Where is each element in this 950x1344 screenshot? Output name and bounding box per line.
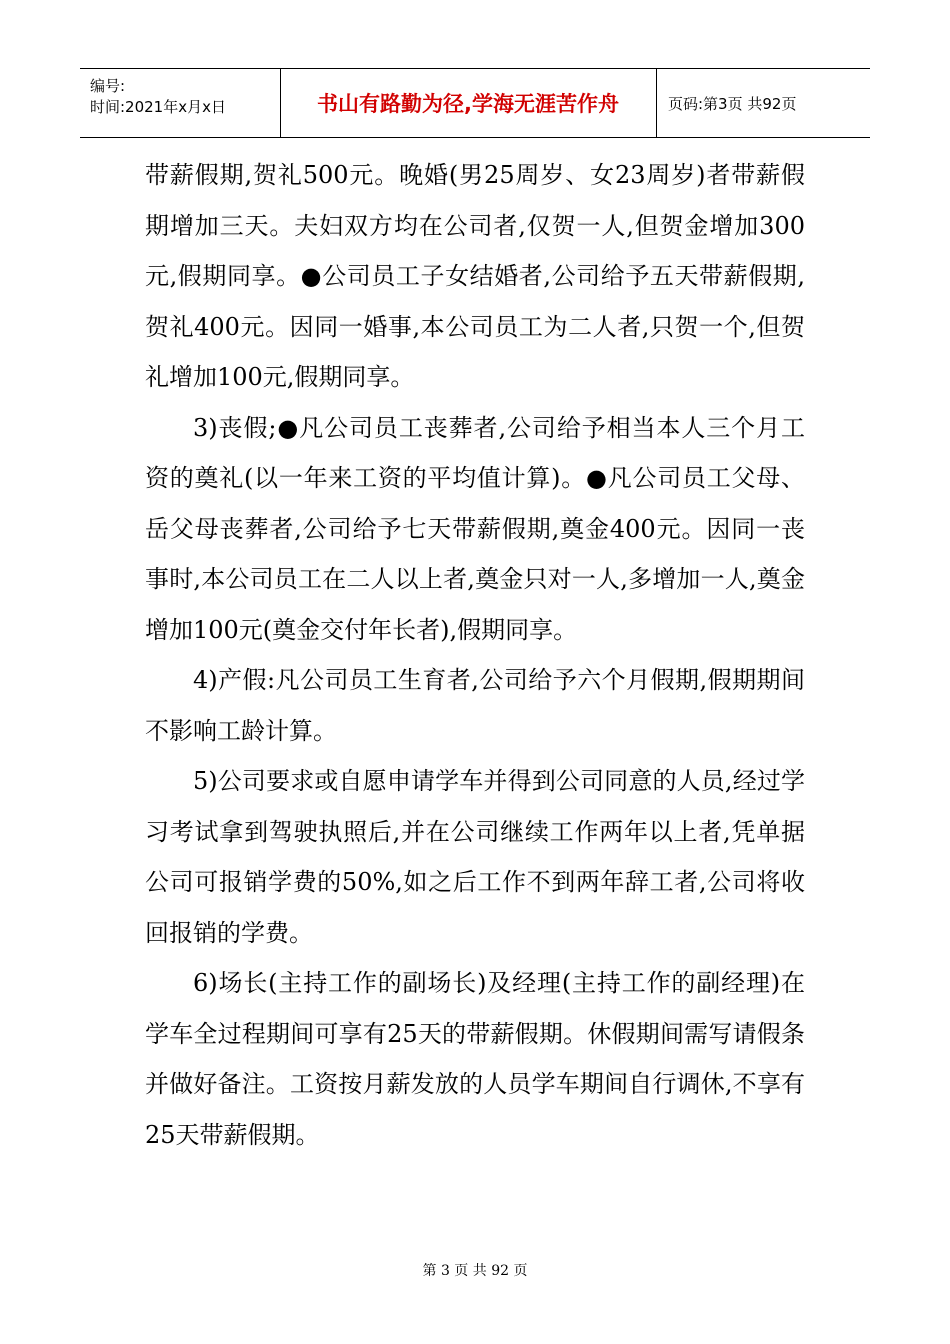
paragraph: 3)丧假;●凡公司员工丧葬者,公司给予相当本人三个月工资的奠礼(以一年来工资的平均值计算)。●凡公司员工父母、岳父母丧葬者,公司给予七天带薪假期,奠金400元。因同一丧事时,本公司员工在二人以上者,奠金只对一人,多增加一人,奠金增加100元(奠金交付年长者),假期同享。	[145, 413, 805, 644]
paragraph: 6)场长(主持工作的副场长)及经理(主持工作的副经理)在学车全过程期间可享有25天的带薪假期。休假期间需写请假条并做好备注。工资按月薪发放的人员学车期间自行调休,不享有25天带薪假期。	[145, 969, 805, 1149]
paragraph: 4)产假:凡公司员工生育者,公司给予六个月假期,假期期间不影响工龄计算。	[145, 666, 805, 745]
page-header	[80, 68, 870, 138]
page-footer: 第 3 页 共 92 页	[422, 1263, 528, 1279]
header-motto: 书山有路勤为径,学海无涯苦作舟	[317, 92, 619, 116]
header-meta	[80, 69, 280, 137]
document-date: 时间:2021年x月x日	[90, 98, 226, 116]
paragraph: 5)公司要求或自愿申请学车并得到公司同意的人员,经过学习考试拿到驾驶执照后,并在公司继续工作两年以上者,凭单据公司可报销学费的50%,如之后工作不到两年辞工者,公司将收回报销的学费。	[145, 767, 805, 947]
document-number: 编号:	[90, 77, 126, 95]
document-body	[145, 150, 805, 1160]
paragraph: 带薪假期,贺礼500元。晚婚(男25周岁、女23周岁)者带薪假期增加三天。夫妇双方均在公司者,仅贺一人,但贺金增加300元,假期同享。●公司员工子女结婚者,公司给予五天带薪假期,贺礼400元。因同一婚事,本公司员工为二人者,只贺一个,但贺礼增加100元,假期同享。	[145, 161, 805, 391]
header-page-number: 页码:第3页 共92页	[668, 94, 797, 113]
